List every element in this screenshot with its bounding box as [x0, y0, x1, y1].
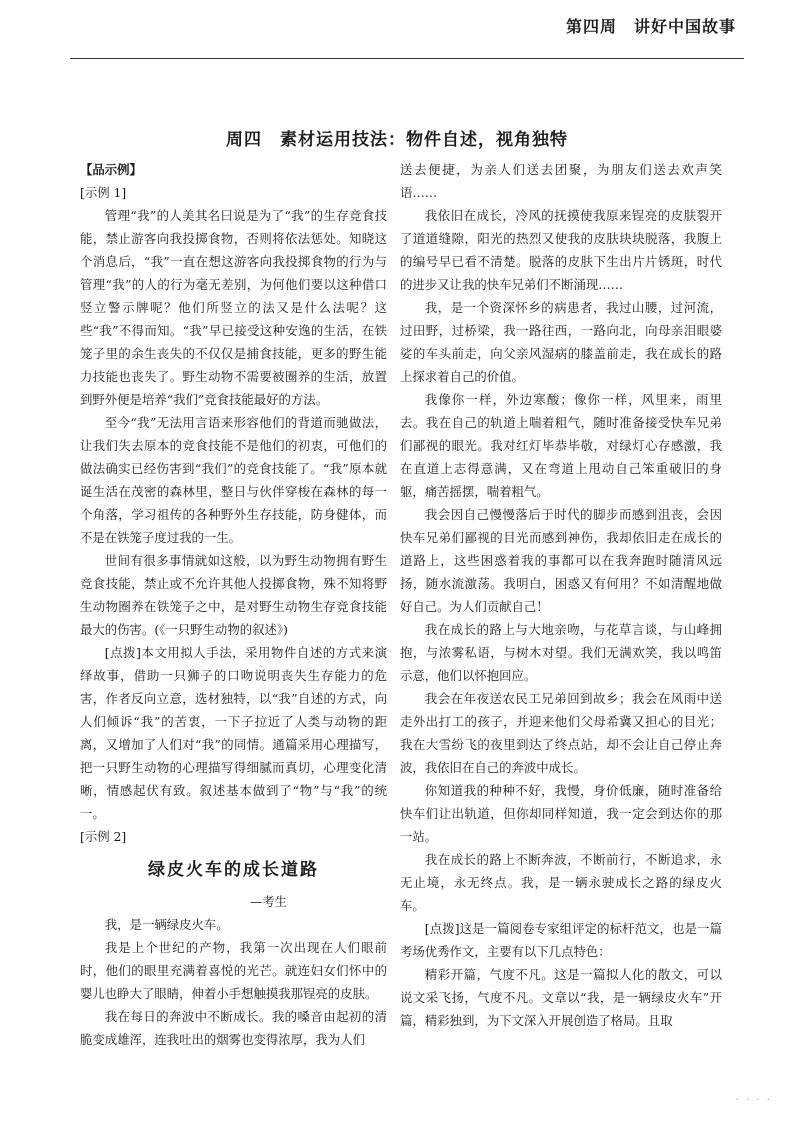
paragraph: 我是上个世纪的产物，我第一次出现在人们眼前时，他们的眼里充满着喜悦的光芒。就连妇女们怀中的婴儿也睁大了眼睛，伸着小手想触摸我那锃亮的皮肤。: [80, 940, 387, 1001]
commentary-paragraph: [点拨]这是一篇阅卷专家组评定的标杆范文，也是一篇考场优秀作文，主要有以下几点特色：: [400, 921, 722, 959]
paragraph: 送去便捷，为亲人们送去团聚，为朋友们送去欢声笑语……: [400, 162, 722, 200]
paragraph: 我，是一个资深怀乡的病患者，我过山腰，过河流，过田野，过桥梁，我一路往西，一路向北，向母亲泪眼婆娑的车头前走，向父亲风湿病的膝盖前走，我在成长的路上探求着自己的价值。: [400, 300, 722, 384]
paragraph: 我在成长的路上不断奔波，不断前行，不断追求，永无止境，永无终点。我，是一辆永驶成长之路的绿皮火车。: [400, 852, 722, 913]
example-2-label: [示例 2]: [80, 829, 127, 844]
page-corner-mark: · · · ·: [735, 1095, 772, 1106]
essay-title: 绿皮火车的成长道路: [148, 860, 319, 880]
paragraph: 我在成长的路上与大地亲吻，与花草言谈，与山峰拥抱，与浓雾私语，与树木对望。我们无满欢笑，我以鸣笛示意，他们以怀抱回应。: [400, 622, 722, 683]
paragraph: 至今“我”无法用言语来形容他们的背道而驰做法，让我们失去原本的竞食技能不是他们的初衷，可他们的做法确实已经伤害到“我们”的竞食技能了。“我”原本就诞生活在茂密的森林里，整日与伙伴穿梭在森林的每一个角落，学习祖传的各种野外生存技能，防身健体，而不是在铁笼子度过我的一生。: [80, 415, 387, 545]
paragraph: 我会在年夜送农民工兄弟回到故乡；我会在风雨中送走外出打工的孩子，并迎来他们父母希冀又担心的目光；我在大雪纷飞的夜里到达了终点站，却不会让自己停止奔波，我依旧在自己的奔波中成长。: [400, 691, 722, 775]
paragraph: 我依旧在成长，冷风的抚摸使我原来锃亮的皮肤裂开了道道缝隙，阳光的热烈又使我的皮肤块块脱落，我腹上的编号早已看不清楚。脱落的皮肤下生出片片锈斑，时代的进步又让我的快车兄弟们不断涌现……: [400, 208, 722, 292]
paragraph: 我会因自己慢慢落后于时代的脚步而感到沮丧，会因快车兄弟们鄙视的目光而感到神伤，我却依旧走在成长的道路上，这些困惑着我的事都可以在我奔跑时随清风远扬，随水流激荡。我明白，困惑又有何用？不如清醒地做好自己。为人们贡献自己！: [400, 507, 722, 614]
commentary-paragraph: [点拨]本文用拟人手法，采用物件自述的方式来演绎故事，借助一只狮子的口吻说明丧失生存能力的危害，作者反向立意，选材独特，以“我”自述的方式，向人们倾诉“我”的苦衷，一下子拉近了人类与动物的距离，又增加了人们对“我”的同情。通篇采用心理描写，把一只野生动物的心理描写得细腻而真切，心理变化清晰，情感起伏有致。叙述基本做到了“物”与“我”的统一。: [80, 645, 387, 821]
paragraph: 世间有很多事情就如这般，以为野生动物拥有野生竞食技能，禁止或不允许其他人投掷食物，殊不知将野生动物圈养在铁笼子之中，是对野生动物生存竞食技能最大的伤害。(《一只野生动物的叙述》): [80, 553, 387, 637]
paragraph: 我在每日的奔波中不断成长。我的嗓音由起初的清脆变成雄浑，连我吐出的烟雾也变得浓厚，我为人们: [80, 1009, 387, 1047]
left-column: [80, 158, 387, 1051]
paragraph: 你知道我的种种不好，我慢，身价低廉，随时准备给快车们让出轨道，但你却同样知道，我一定会到达你的那一站。: [400, 783, 722, 844]
section-title: 周四 素材运用技法：物件自述，视角独特: [226, 130, 568, 150]
paragraph: 我，是一辆绿皮火车。: [104, 917, 229, 932]
running-header: 第四周 讲好中国故事: [565, 17, 736, 36]
essay-author: —考生: [249, 894, 287, 909]
pin-heading: 【品示例】: [80, 162, 142, 177]
paragraph: 精彩开篇，气度不凡。这是一篇拟人化的散文，可以说文采飞扬，气度不凡。文章以“我，是一辆绿皮火车”开篇，精彩独到，为下文深入开展创造了格局。且取: [400, 967, 722, 1028]
paragraph: 我像你一样，外边寒酸；像你一样，风里来，雨里去。我在自己的轨道上喘着粗气，随时准备接受快车兄弟们鄙视的眼光。我对红灯毕恭毕敬，对绿灯心存感激，我在直道上志得意满，又在弯道上甩动自己笨重破旧的身躯，痛苦摇摆，喘着粗气。: [400, 392, 722, 499]
header-divider: [70, 58, 744, 59]
right-column: [400, 158, 722, 1032]
paragraph: 管理“我”的人美其名曰说是为了“我”的生存竞食技能，禁止游客向我投掷食物，否则将依法惩处。知晓这个消息后，“我”一直在想这游客向我投掷食物的行为与管理“我”的人的行为毫无差别，为何他们要以这种借口竖立警示牌呢？他们所竖立的法又是什么法呢？这些“我”不得而知。“我”早已接受这种安逸的生活，在铁笼子里的余生丧失的不仅仅是捕食技能，更多的野生能力技能也丧失了。野生动物不需要被圈养的生活，放置到野外便是培养“我们”竞食技能最好的方法。: [80, 208, 387, 407]
example-1-label: [示例 1]: [80, 185, 127, 200]
